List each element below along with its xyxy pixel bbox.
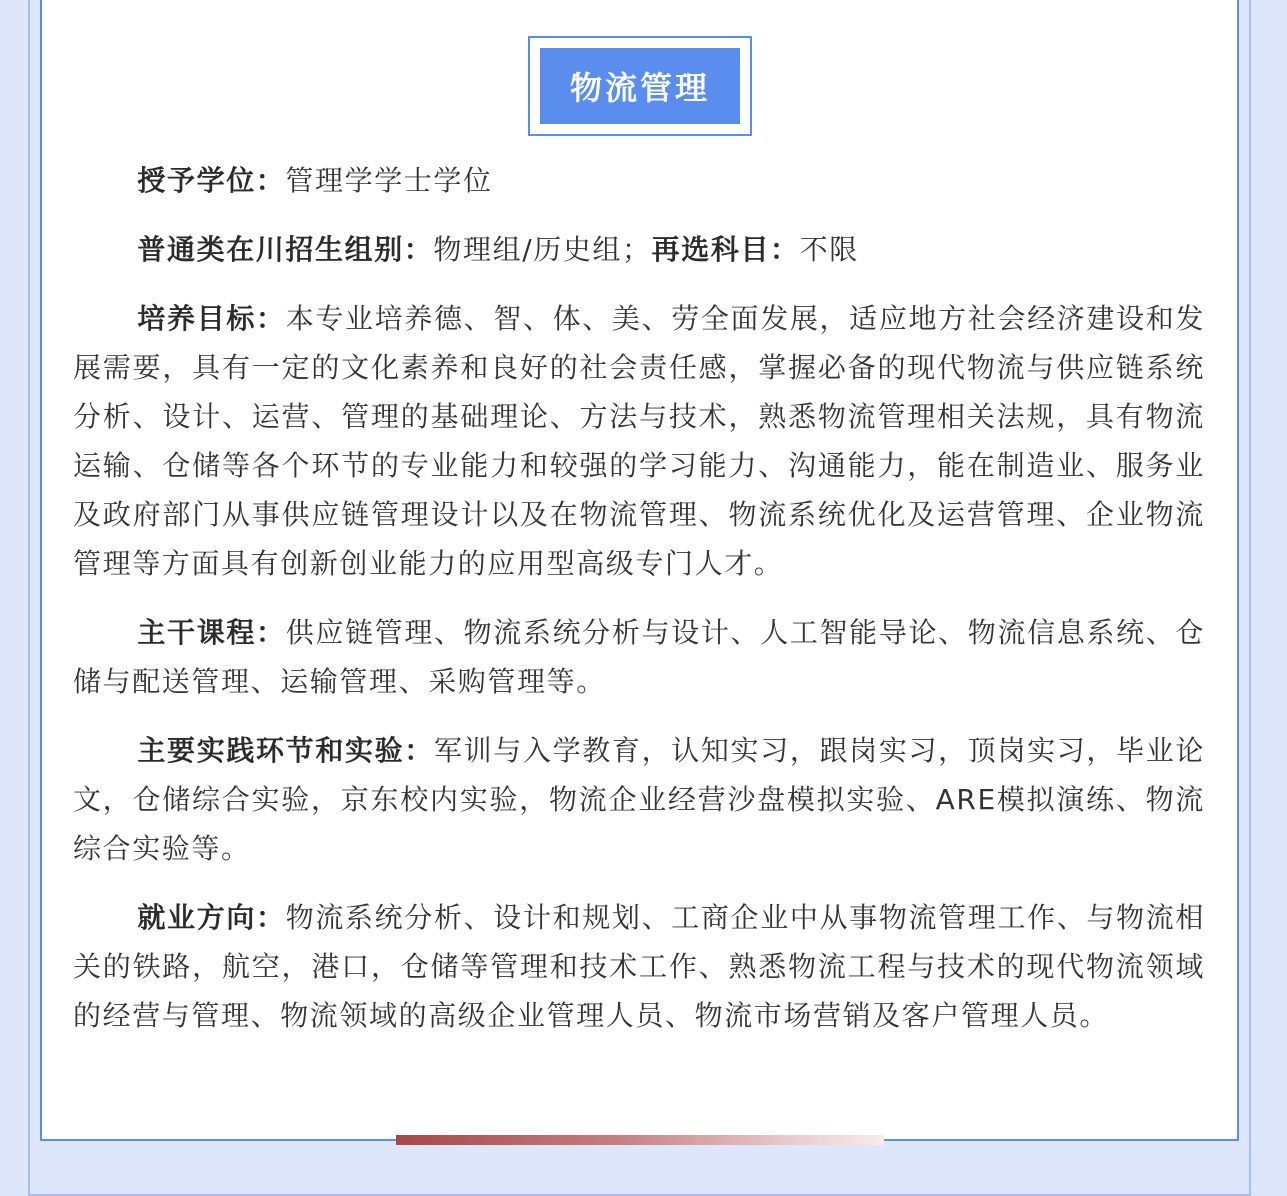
elective-subject-text: 不限 <box>799 233 859 266</box>
training-goal-text: 本专业培养德、智、体、美、劳全面发展，适应地方社会经济建设和发展需要，具有一定的文化素养和良好的社会责任感，掌握必备的现代物流与供应链系统分析、设计、运营、管理的基础理论、方法与技术，熟悉物流管理相关法规，具有物流运输、仓储等各个环节的专业能力和较强的学习能力、沟通能力，能在制造业、服务业及政府部门从事供应链管理设计以及在物流管理、物流系统优化及运营管理、企业物流管理等方面具有创新创业能力的应用型高级专门人才。 <box>73 302 1205 580</box>
decorative-gradient-bar <box>396 1135 884 1145</box>
major-description <box>73 156 1205 1060</box>
training-goal-label: 培养目标： <box>137 302 286 335</box>
practice-text: 军训与入学教育，认知实习，跟岗实习，顶岗实习，毕业论文，仓储综合实验，京东校内实验，物流企业经营沙盘模拟实验、ARE模拟演练、物流综合实验等。 <box>73 734 1205 865</box>
enrollment-group-text: 物理组/历史组； <box>433 233 652 266</box>
enrollment-paragraph <box>73 225 1205 274</box>
training-goal-paragraph <box>73 294 1205 588</box>
title-frame <box>528 36 752 136</box>
main-courses-paragraph <box>73 608 1205 706</box>
degree-text: 管理学学士学位 <box>285 164 493 197</box>
enrollment-group-label: 普通类在川招生组别： <box>137 233 434 266</box>
employment-label: 就业方向： <box>137 901 286 934</box>
employment-paragraph <box>73 893 1205 1040</box>
major-title: 物流管理 <box>540 48 740 124</box>
main-courses-text: 供应链管理、物流系统分析与设计、人工智能导论、物流信息系统、仓储与配送管理、运输管理、采购管理等。 <box>73 616 1205 698</box>
practice-label: 主要实践环节和实验： <box>137 734 434 767</box>
degree-label: 授予学位： <box>137 164 286 197</box>
degree-paragraph <box>73 156 1205 205</box>
main-courses-label: 主干课程： <box>137 616 286 649</box>
employment-text: 物流系统分析、设计和规划、工商企业中从事物流管理工作、与物流相关的铁路，航空，港口，仓储等管理和技术工作、熟悉物流工程与技术的现代物流领域的经营与管理、物流领域的高级企业管理人员、物流市场营销及客户管理人员。 <box>73 901 1205 1032</box>
elective-subject-label: 再选科目： <box>651 233 800 266</box>
practice-paragraph <box>73 726 1205 873</box>
